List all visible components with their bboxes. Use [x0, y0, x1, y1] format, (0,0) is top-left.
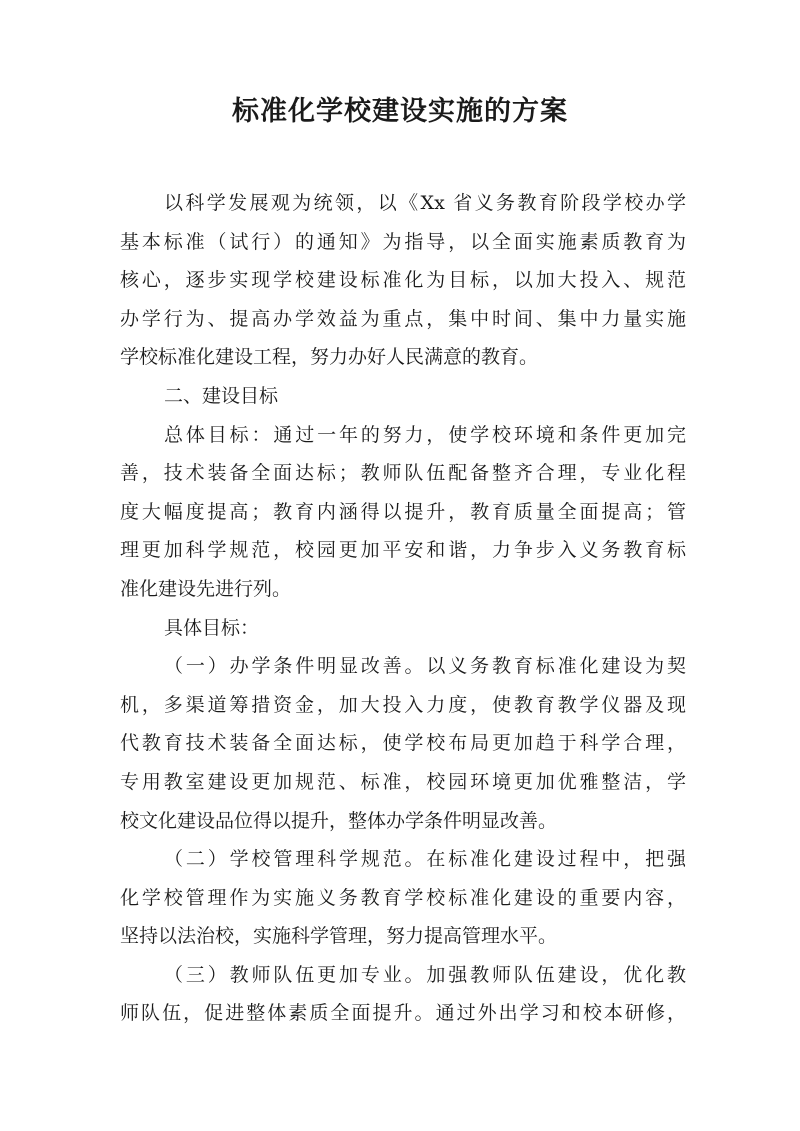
document-title: 标准化学校建设实施的方案 [232, 96, 568, 127]
paragraph-line: 基本标准（试行）的通知》为指导，以全面实施素质教育为 [120, 230, 686, 253]
paragraph-line: 度大幅度提高；教育内涵得以提升，教育质量全面提高；管 [120, 500, 686, 523]
paragraph-line: 办学行为、提高办学效益为重点，集中时间、集中力量实施 [120, 307, 686, 330]
paragraph-line: 善，技术装备全面达标；教师队伍配备整齐合理，专业化程 [120, 462, 686, 485]
paragraph-line: 准化建设先进行列。 [120, 577, 292, 600]
paragraph-line: 理更加科学规范，校园更加平安和谐，力争步入义务教育标 [120, 539, 686, 562]
paragraph-line: 总体目标：通过一年的努力，使学校环境和条件更加完 [164, 423, 686, 446]
paragraph-line: 校文化建设品位得以提升，整体办学条件明显改善。 [120, 809, 558, 832]
paragraph-line: 师队伍，促进整体素质全面提升。通过外出学习和校本研修， [120, 1002, 686, 1025]
paragraph-line: 专用教室建设更加规范、标准，校园环境更加优雅整洁，学 [120, 770, 686, 793]
paragraph-line: 核心，逐步实现学校建设标准化为目标，以加大投入、规范 [120, 269, 686, 292]
paragraph-line: 坚持以法治校，实施科学管理，努力提高管理水平。 [120, 925, 558, 948]
paragraph-line: 化学校管理作为实施义务教育学校标准化建设的重要内容， [120, 886, 686, 909]
section-heading: 二、建设目标 [164, 384, 279, 407]
paragraph-line: 学校标准化建设工程，努力办好人民满意的教育。 [120, 346, 539, 369]
paragraph-line: （一）办学条件明显改善。以义务教育标准化建设为契 [164, 655, 686, 678]
document-body [120, 184, 686, 1033]
paragraph-line: 以科学发展观为统领，以《Xx 省义务教育阶段学校办学 [164, 192, 686, 214]
paragraph-line: 代教育技术装备全面达标，使学校布局更加趋于科学合理， [120, 732, 686, 755]
paragraph-line: （二）学校管理科学规范。在标准化建设过程中，把强 [164, 848, 686, 871]
paragraph-line: （三）教师队伍更加专业。加强教师队伍建设，优化教 [164, 963, 686, 986]
paragraph-line: 机，多渠道筹措资金，加大投入力度，使教育教学仪器及现 [120, 693, 686, 716]
subsection-heading: 具体目标： [164, 616, 260, 639]
